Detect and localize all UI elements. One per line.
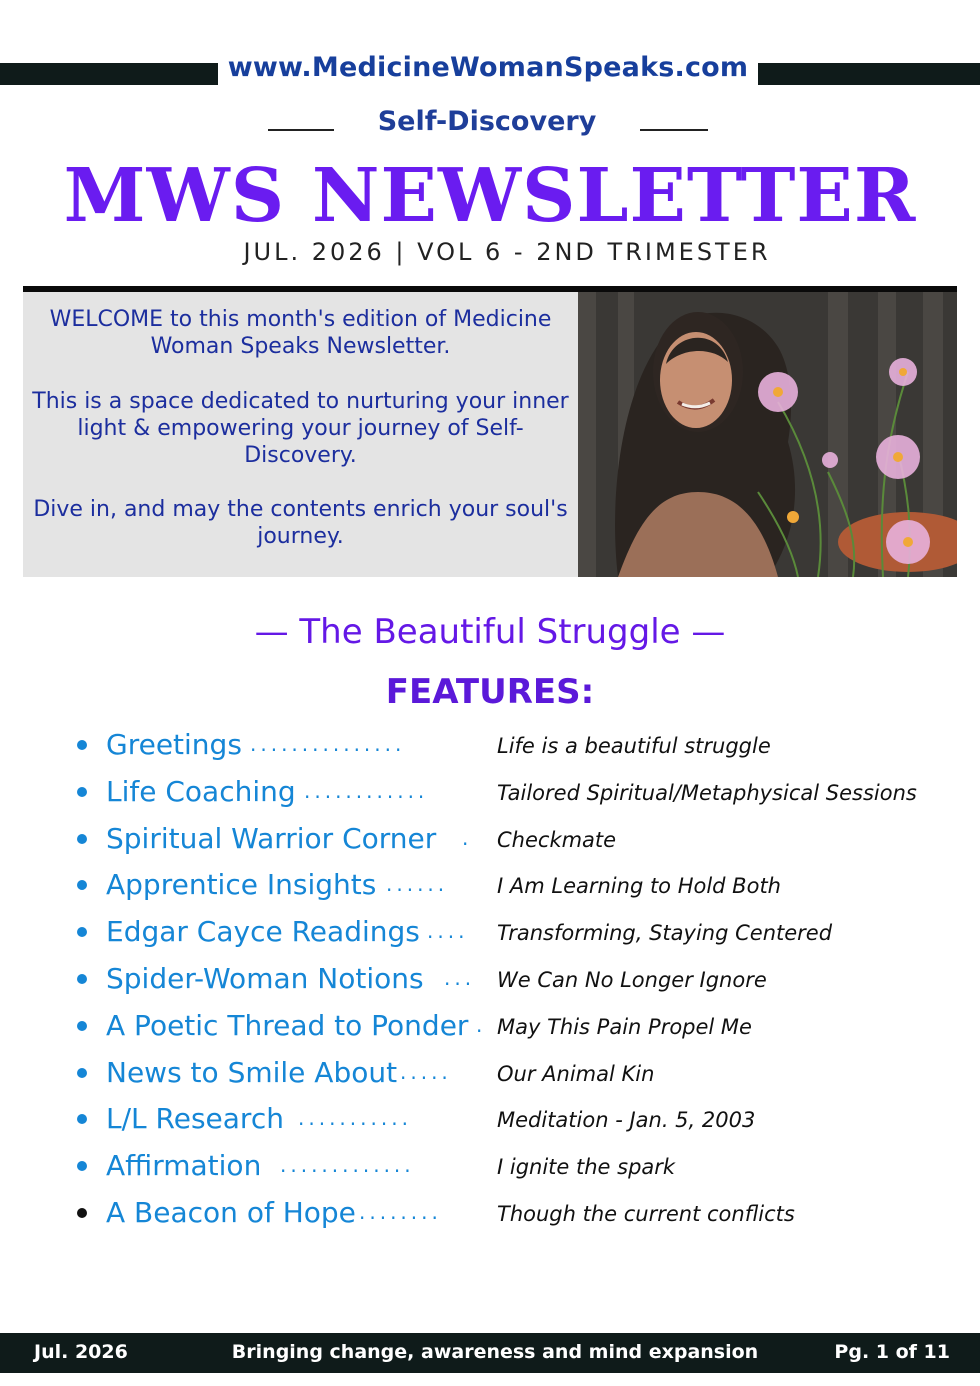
bullet-icon bbox=[77, 1161, 87, 1171]
masthead-title: MWS NEWSLETTER bbox=[63, 153, 917, 239]
site-url-link[interactable]: www.MedicineWomanSpeaks.com bbox=[227, 52, 749, 83]
portrait-photo bbox=[578, 292, 957, 577]
feature-leader-dots: .... bbox=[427, 919, 469, 944]
feature-description: Though the current conflicts bbox=[497, 1202, 795, 1226]
bullet-icon bbox=[77, 1114, 87, 1124]
top-bar-left bbox=[0, 63, 218, 85]
feature-leader-dots: ........... bbox=[298, 1106, 412, 1131]
feature-leader-dots: . bbox=[462, 825, 473, 850]
feature-description: Life is a beautiful struggle bbox=[497, 734, 771, 758]
feature-name[interactable]: News to Smile About bbox=[106, 1055, 398, 1089]
feature-description: Meditation - Jan. 5, 2003 bbox=[497, 1108, 756, 1133]
feature-item[interactable] bbox=[0, 962, 980, 1008]
feature-name[interactable]: A Poetic Thread to Ponder bbox=[106, 1008, 469, 1042]
feature-description: Our Animal Kin bbox=[497, 1061, 655, 1086]
feature-name[interactable]: Spider-Woman Notions bbox=[106, 962, 424, 995]
feature-name[interactable]: A Beacon of Hope bbox=[106, 1196, 356, 1229]
portrait-photo-illustration bbox=[578, 292, 957, 577]
feature-description: Checkmate bbox=[497, 827, 617, 852]
bullet-icon bbox=[77, 834, 87, 844]
feature-name[interactable]: Edgar Cayce Readings bbox=[106, 915, 420, 949]
issue-line: JUL. 2026 | VOL 6 - 2ND TRIMESTER bbox=[243, 238, 771, 266]
feature-description: May This Pain Propel Me bbox=[497, 1014, 752, 1039]
feature-leader-dots: ..... bbox=[400, 1059, 452, 1084]
feature-name[interactable]: Apprentice Insights bbox=[106, 868, 377, 902]
feature-item[interactable] bbox=[0, 1102, 980, 1148]
feature-description: Transforming, Staying Centered bbox=[497, 921, 833, 946]
feature-item[interactable] bbox=[0, 1149, 980, 1195]
feature-name[interactable]: Spiritual Warrior Corner bbox=[106, 821, 437, 855]
feature-item[interactable] bbox=[0, 775, 980, 821]
feature-leader-dots: . bbox=[476, 1012, 487, 1037]
features-heading: FEATURES: bbox=[385, 672, 595, 712]
feature-item[interactable] bbox=[0, 868, 980, 914]
subhead-rule-right bbox=[640, 129, 708, 131]
feature-name[interactable]: L/L Research bbox=[106, 1102, 284, 1136]
feature-leader-dots: ............ bbox=[304, 778, 429, 803]
footer-tagline: Bringing change, awareness and mind expansion bbox=[231, 1341, 759, 1363]
section-title: — The Beautiful Struggle — bbox=[254, 612, 726, 652]
feature-name[interactable]: Life Coaching bbox=[106, 774, 296, 808]
feature-item[interactable] bbox=[0, 822, 980, 868]
footer-date: Jul. 2026 bbox=[34, 1341, 128, 1363]
feature-leader-dots: ............. bbox=[280, 1153, 415, 1178]
welcome-paragraph-1: WELCOME to this month's edition of Medicine Woman Speaks Newsletter. bbox=[49, 307, 552, 359]
welcome-paragraph-2: This is a space dedicated to nurturing your inner light & empowering your journey of Self-Discovery. bbox=[32, 389, 569, 468]
bullet-icon bbox=[77, 880, 87, 890]
feature-item[interactable] bbox=[0, 1056, 980, 1102]
feature-item[interactable] bbox=[0, 1009, 980, 1055]
welcome-box bbox=[23, 292, 578, 577]
subhead-rule-left bbox=[268, 129, 334, 131]
bullet-icon bbox=[77, 1068, 87, 1078]
feature-leader-dots: ........ bbox=[359, 1200, 442, 1224]
bullet-icon bbox=[77, 1021, 87, 1031]
feature-name[interactable]: Greetings bbox=[106, 728, 242, 761]
footer-page-number: Pg. 1 of 11 bbox=[834, 1341, 950, 1363]
bullet-icon bbox=[77, 1208, 87, 1218]
bullet-icon bbox=[77, 740, 87, 750]
feature-description: We Can No Longer Ignore bbox=[497, 968, 767, 992]
bullet-icon bbox=[77, 787, 87, 797]
feature-description: I Am Learning to Hold Both bbox=[497, 874, 781, 899]
subhead: Self-Discovery bbox=[377, 106, 597, 137]
feature-leader-dots: ...... bbox=[386, 872, 449, 897]
footer-bar bbox=[0, 1333, 980, 1373]
feature-item[interactable] bbox=[0, 1196, 980, 1242]
feature-description: I ignite the spark bbox=[497, 1155, 676, 1180]
top-bar-right bbox=[758, 63, 980, 85]
feature-item[interactable] bbox=[0, 915, 980, 961]
bullet-icon bbox=[77, 974, 87, 984]
feature-description: Tailored Spiritual/Metaphysical Sessions bbox=[497, 780, 917, 805]
feature-leader-dots: ............... bbox=[250, 732, 406, 756]
feature-name[interactable]: Affirmation bbox=[106, 1149, 262, 1183]
feature-leader-dots: ... bbox=[444, 966, 476, 990]
feature-item[interactable] bbox=[0, 728, 980, 774]
bullet-icon bbox=[77, 927, 87, 937]
welcome-paragraph-3: Dive in, and may the contents enrich your soul's journey. bbox=[33, 497, 568, 549]
